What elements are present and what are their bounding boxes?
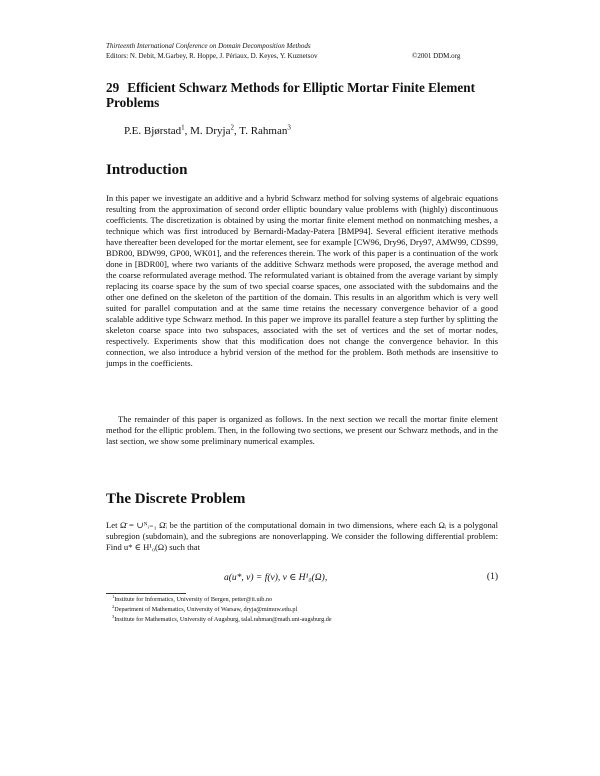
author-list: P.E. Bjørstad$^1$, M. Dryja$^2$, T. Rahman$^3$	[124, 123, 291, 137]
author-name: M. Dryja	[190, 125, 231, 137]
footnote	[112, 613, 332, 623]
author-affiliation-mark: 1	[181, 123, 185, 132]
chapter-number: 29	[106, 80, 120, 95]
author-affiliation-mark: 3	[287, 123, 291, 132]
chapter-title-text: Efficient Schwarz Methods for Elliptic Mortar Finite Element Problems	[106, 80, 476, 110]
author-affiliation-mark: 2	[230, 123, 234, 132]
paragraph-discrete-1: Let Ω̄ = ∪ᴺᵢ₌₁ Ω̄ᵢ be the partition of the computational domain in two dimensions, where each Ωᵢ is a polygonal subregion (subdomain), and the subregions are nonoverlapping. We consider the following differential problem: Find u* ∈ H¹₀(Ω) such that	[106, 520, 498, 552]
footnote-rule	[106, 593, 186, 594]
equation: a(u*, v) = f(v), v ∈ H¹₀(Ω),	[224, 573, 328, 583]
chapter-title	[106, 81, 506, 110]
running-header-conference: Thirteenth International Conference on Domain Decomposition Methods	[106, 42, 311, 50]
paragraph-intro-2: The remainder of this paper is organized as follows. In the next section we recall the mortar finite element method for the elliptic problem. Then, in the following two sections, we present our Schwarz methods, and in the last section, we show some preliminary numerical examples.	[106, 414, 498, 446]
paragraph-intro-1: In this paper we investigate an additive and a hybrid Schwarz method for solving systems of algebraic equations resulting from the approximation of second order elliptic boundary value problems with (highly) discontinuous coefficients. The discretization is obtained by using the mortar finite element method on nonmatching meshes, a technique which was first introduced by Bernardi-Maday-Patera [BMP94]. Several efficient iterative methods have thereafter been developed for the mortar element, see for example [CW96, Dry96, Dry97, AMW99, CDS99, BDR00, BDW99, GP00, WK01], and the references therein. The work of this paper is a continuation of the work done in [BDR00], where two variants of the additive Schwarz methods were proposed, the average method and the coarse reformulated average method. The reformulated variant is obtained from the average variant by simply replacing its coarse space by the sum of two special coarse spaces, one associated with the subdomains and the other one defined on the skeleton of the partition of the domain. This results in an algorithm which is very well suited for parallel computation and at the same time retains the necessary convergence behavior of a good scalable additive type Schwarz method. In this paper we improve its parallel feature a step further by splitting the skeleton coarse space into two subspaces, associated with the set of vertices and the set of mortar nodes, respectively. Experiments show that this modification does not change the convergence behavior. In this connection, we also introduce a hybrid version of the method for the problem. Both methods are insensitive to jumps in the coefficients.	[106, 193, 498, 368]
footnote-text: Institute for Mathematics, University of Augsburg, talal.rahman@math.uni-augsburg.de	[114, 616, 332, 623]
footnote	[112, 603, 298, 613]
footnote-mark: 1	[112, 593, 115, 599]
author-name: T. Rahman	[239, 125, 288, 137]
footnote	[112, 593, 273, 603]
section-heading-introduction: Introduction	[106, 162, 188, 178]
equation-block	[106, 572, 498, 586]
footnote-text: Department of Mathematics, University of Warsaw, dryja@mimuw.edu.pl	[114, 606, 298, 613]
copyright-notice: ©2001 DDM.org	[412, 52, 461, 60]
footnote-mark: 2	[112, 603, 115, 609]
author-name: P.E. Bjørstad	[124, 125, 182, 137]
footnote-mark: 3	[112, 613, 115, 619]
running-header-editors: Editors: N. Debit, M.Garbey, R. Hoppe, J. Périaux, D. Keyes, Y. Kuznetsov	[106, 52, 318, 60]
footnote-text: Institute for Informatics, University of Bergen, petter@ii.uib.no	[114, 596, 273, 603]
equation-number: (1)	[486, 572, 498, 582]
section-heading-discrete-problem: The Discrete Problem	[106, 491, 246, 507]
